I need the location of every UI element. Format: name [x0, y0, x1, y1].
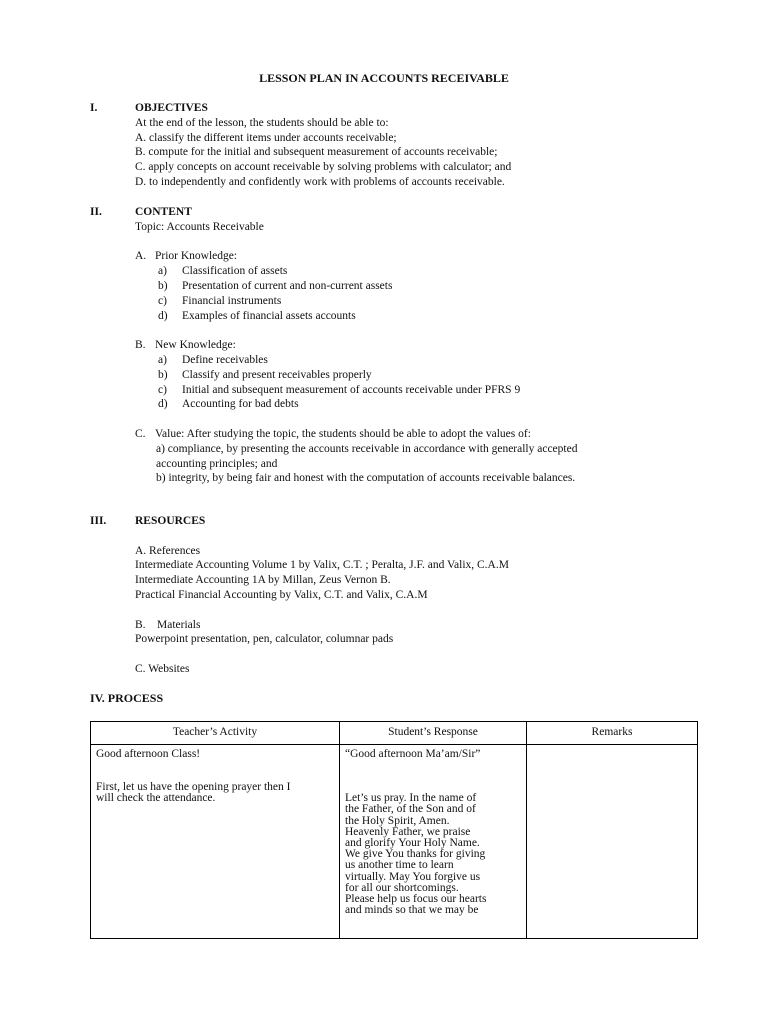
table-row: [91, 745, 698, 939]
objective-item: B. compute for the initial and subsequent measurement of accounts receivable;: [135, 146, 498, 159]
column-header-remarks: Remarks: [527, 722, 698, 745]
prior-knowledge-label: Prior Knowledge:: [155, 250, 238, 263]
teacher-activity-cell: [91, 745, 340, 939]
student-line: Let’s us pray. In the name of: [345, 792, 477, 805]
list-marker: a): [158, 265, 167, 278]
new-knowledge-letter: B.: [135, 339, 146, 352]
remarks-cell: [527, 745, 698, 939]
list-item: [158, 294, 710, 309]
value-line: b) integrity, by being fair and honest with the computation of accounts receivable balances.: [156, 472, 576, 485]
list-item: [158, 353, 710, 368]
column-header-teacher: Teacher’s Activity: [91, 722, 340, 745]
prior-knowledge-heading: [135, 249, 710, 264]
student-line: virtually. May You forgive us: [345, 870, 481, 883]
process-table: [90, 721, 698, 939]
teacher-line: will check the attendance.: [96, 792, 216, 805]
resources-heading: RESOURCES: [135, 515, 206, 527]
list-marker: b): [158, 368, 168, 381]
objective-item: C. apply concepts on account receivable by solving problems with calculator; and: [135, 161, 512, 174]
list-item: [158, 279, 710, 294]
value-label: Value: After studying the topic, the students should be able to adopt the values of:: [155, 427, 531, 440]
teacher-greeting: Good afternoon Class!: [96, 748, 201, 760]
value-line: a) compliance, by presenting the accounts receivable in accordance with generally accepted: [156, 442, 578, 455]
process-heading: IV. PROCESS: [90, 691, 164, 705]
list-text: Presentation of current and non-current assets: [182, 279, 393, 292]
list-text: Accounting for bad debts: [182, 398, 299, 411]
list-text: Classify and present receivables properly: [182, 368, 372, 381]
websites-label: C. Websites: [135, 662, 190, 675]
resources-section: [90, 514, 710, 677]
new-knowledge-label: New Knowledge:: [155, 339, 236, 352]
student-response-cell: [340, 745, 527, 939]
objectives-numeral: I.: [90, 102, 98, 114]
new-knowledge-heading: [135, 338, 710, 353]
prior-knowledge-letter: A.: [135, 250, 147, 263]
list-marker: c): [158, 383, 167, 396]
table-header-row: [91, 722, 698, 745]
reference-item: Intermediate Accounting Volume 1 by Valix, C.T. ; Peralta, J.F. and Valix, C.A.M: [135, 559, 509, 572]
objective-item: D. to independently and confidently work with problems of accounts receivable.: [135, 175, 505, 188]
list-item: [158, 397, 710, 412]
page-title: LESSON PLAN IN ACCOUNTS RECEIVABLE: [259, 71, 509, 85]
student-line: Please help us focus our hearts: [345, 893, 487, 906]
student-line: the Holy Spirit, Amen.: [345, 814, 450, 827]
value-line: accounting principles; and: [156, 457, 278, 470]
list-item: [158, 309, 710, 324]
value-heading: [135, 427, 710, 442]
reference-item: Practical Financial Accounting by Valix, C.T. and Valix, C.A.M: [135, 588, 428, 601]
new-knowledge-list: [158, 353, 710, 412]
teacher-line: First, let us have the opening prayer then I: [96, 781, 291, 794]
list-item: [158, 368, 710, 383]
list-text: Define receivables: [182, 353, 268, 366]
student-line: Heavenly Father, we praise: [345, 825, 471, 838]
student-line: the Father, of the Son and of: [345, 803, 476, 816]
resources-numeral: III.: [90, 515, 107, 527]
list-marker: c): [158, 294, 167, 307]
column-header-student: Student’s Response: [340, 722, 527, 745]
list-marker: d): [158, 398, 168, 411]
list-item: [158, 383, 710, 398]
list-text: Initial and subsequent measurement of accounts receivable under PFRS 9: [182, 383, 521, 396]
list-text: Classification of assets: [182, 265, 288, 278]
list-text: Examples of financial assets accounts: [182, 309, 356, 322]
student-line: and glorify Your Holy Name.: [345, 837, 480, 850]
materials-heading: [135, 618, 710, 633]
student-line: for all our shortcomings.: [345, 881, 459, 894]
references-label: A. References: [135, 544, 201, 557]
content-section: [90, 205, 710, 486]
value-letter: C.: [135, 427, 146, 440]
materials-letter: B.: [135, 618, 146, 631]
student-greeting: “Good afternoon Ma’am/Sir”: [345, 748, 481, 760]
prior-knowledge-list: [158, 264, 710, 323]
value-list: [156, 442, 710, 486]
student-line: us another time to learn: [345, 859, 454, 872]
content-numeral: II.: [90, 206, 102, 218]
list-item: [158, 264, 710, 279]
objectives-section: [90, 101, 710, 190]
list-marker: d): [158, 309, 168, 322]
objective-item: A. classify the different items under accounts receivable;: [135, 131, 397, 144]
list-marker: b): [158, 279, 168, 292]
reference-item: Intermediate Accounting 1A by Millan, Zeus Vernon B.: [135, 574, 391, 587]
list-marker: a): [158, 353, 167, 366]
content-topic: Topic: Accounts Receivable: [135, 220, 264, 233]
list-text: Financial instruments: [182, 294, 282, 307]
materials-label: Materials: [157, 618, 201, 631]
materials-text: Powerpoint presentation, pen, calculator, columnar pads: [135, 633, 394, 646]
student-line: We give You thanks for giving: [345, 848, 486, 861]
objectives-intro: At the end of the lesson, the students should be able to:: [135, 116, 389, 129]
content-heading: CONTENT: [135, 206, 192, 218]
objectives-heading: OBJECTIVES: [135, 102, 208, 114]
student-line: and minds so that we may be: [345, 904, 479, 917]
